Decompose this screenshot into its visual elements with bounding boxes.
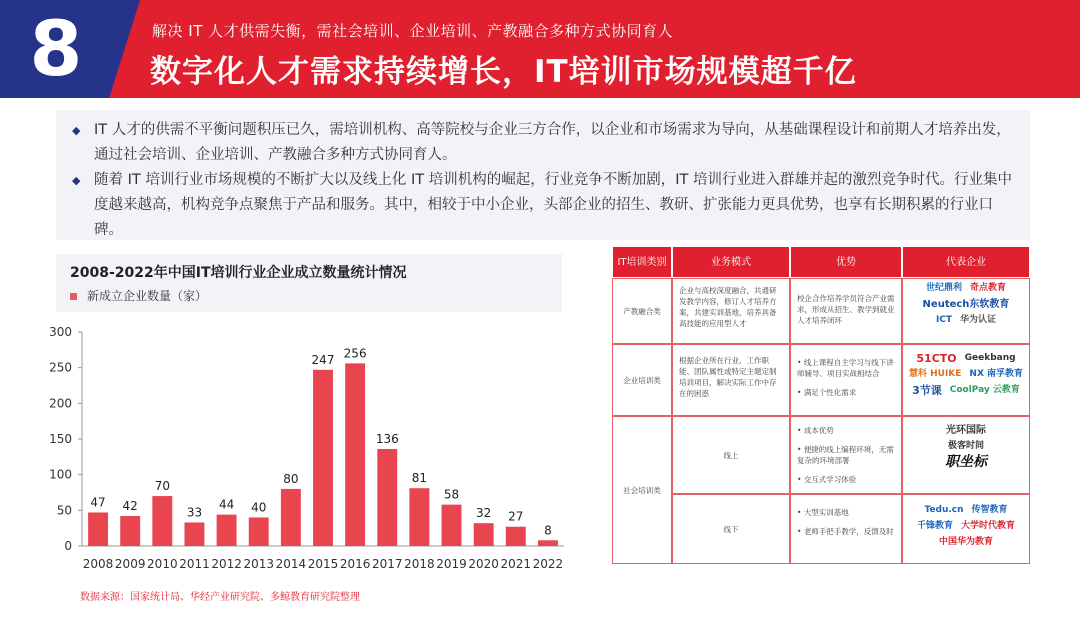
company-logo: CoolPay 云教育 [949, 385, 1020, 395]
x-tick-label: 2020 [468, 557, 499, 571]
bullet-item [72, 168, 1014, 243]
bar [249, 517, 269, 546]
x-tick-label: 2016 [339, 557, 371, 571]
company-logo: 奇点教育 [970, 283, 1007, 293]
bar-value-label: 27 [508, 509, 524, 524]
company-logo: 华为认证 [960, 315, 997, 325]
advantage-cell [790, 416, 902, 494]
y-tick-label: 150 [49, 432, 72, 446]
legend-swatch [70, 293, 77, 300]
y-tick-label: 0 [64, 539, 72, 553]
bullet-item [72, 118, 1014, 168]
y-tick-label: 100 [49, 467, 72, 482]
bar-value-label: 47 [90, 495, 106, 510]
company-logo: 世纪鼎利 [925, 283, 962, 293]
company-logo: 传智教育 [971, 505, 1008, 515]
company-logo: 千锋教育 [916, 521, 953, 531]
y-tick-label: 300 [49, 325, 72, 339]
x-tick-label: 2022 [532, 557, 564, 571]
bar [409, 488, 429, 546]
category-cell: 企业培训类 [612, 344, 672, 416]
logos-cell [902, 278, 1030, 344]
bar-value-label: 42 [122, 499, 138, 514]
bar [217, 515, 237, 546]
section-number: 8 [29, 4, 83, 93]
advantage-item: • 老师手把手教学，反馈及时 [797, 527, 894, 536]
data-source-note: 数据来源：国家统计局、华经产业研究院、多鲸教育研究院整理 [80, 592, 360, 603]
bar [120, 516, 140, 546]
advantage-cell [790, 344, 902, 416]
advantage-item: • 交互式学习体验 [797, 475, 857, 484]
bar-value-label: 136 [375, 431, 399, 446]
page-title: 数字化人才需求持续增长，IT培训市场规模超千亿 [150, 54, 857, 90]
legend-label: 新成立企业数量（家） [87, 289, 208, 303]
logos-cell [902, 416, 1030, 494]
bar [345, 363, 365, 546]
x-tick-label: 2015 [307, 557, 339, 571]
table-header-advantage: 优势 [790, 246, 902, 278]
x-tick-label: 2019 [436, 557, 467, 571]
logos-cell [902, 344, 1030, 416]
company-logo: 光环国际 [946, 425, 986, 436]
advantage-item: • 线上课程自主学习与线下讲师辅导、项目实战相结合 [797, 358, 894, 378]
advantage-item: • 便捷的线上编程环境，无需复杂的环境部署 [797, 445, 894, 465]
bar-value-label: 247 [311, 352, 335, 367]
advantage-cell [790, 494, 902, 564]
bar-value-label: 8 [544, 523, 552, 538]
mode-cell: 企业与高校深度融合，共通研发教学内容，修订人才培养方案，共建实训基地，培养具备高技能的应用型人才 [672, 278, 790, 344]
y-tick-label: 200 [49, 396, 72, 411]
bar-value-label: 70 [154, 479, 170, 494]
mode-cell: 根据企业所在行业、工作职能、团队属性或特定主题定制培训项目，解决实际工作中存在的困惑 [672, 344, 790, 416]
bar [185, 522, 205, 546]
company-logo: ICT [935, 315, 953, 325]
x-tick-label: 2011 [179, 557, 210, 571]
y-tick-label: 50 [56, 503, 72, 518]
company-logo: 职坐标 [945, 454, 987, 470]
table-header-mode: 业务模式 [672, 246, 790, 278]
bar [152, 496, 172, 546]
advantage-cell: 校企合作培养学员符合产业需求，形成从招生、教学到就业人才培养闭环 [790, 278, 902, 344]
x-tick-label: 2009 [114, 557, 146, 571]
company-logo: 中国华为教育 [938, 537, 993, 547]
header-banner [0, 0, 1080, 98]
table-header-companies: 代表企业 [902, 246, 1030, 278]
bar-value-label: 44 [218, 497, 235, 512]
bar-value-label: 40 [251, 500, 267, 515]
x-tick-label: 2008 [82, 557, 114, 571]
chart-title: 2008-2022年中国IT培训行业企业成立数量统计情况 [70, 265, 407, 281]
company-logo: 慧科 HUIKE [908, 369, 962, 379]
training-category-table [612, 246, 1030, 564]
offline-label-cell: 线下 [672, 494, 790, 564]
bar-value-label: 80 [283, 471, 299, 486]
diamond-bullet-icon: ◆ [72, 124, 81, 137]
category-cell: 产教融合类 [612, 278, 672, 344]
bullet-text: IT 人才的供需不平衡问题积压已久，需培训机构、高等院校与企业三方合作，以企业和市场需求为导向，从基础课程设计和前期人才培养出发，通过社会培训、企业培训、产教融合多种方式协同育人。 [94, 122, 1011, 163]
bar-chart [40, 318, 570, 580]
logos-cell [902, 494, 1030, 564]
company-logo: Neutech东软教育 [922, 299, 1010, 310]
online-label-cell: 线上 [672, 416, 790, 494]
company-logo: Geekbang [964, 353, 1016, 363]
x-tick-label: 2021 [500, 557, 532, 571]
bar [506, 527, 526, 546]
company-logo: 大学时代教育 [961, 521, 1016, 531]
chart-legend [70, 287, 207, 304]
bar-value-label: 58 [443, 487, 460, 502]
chart-header [56, 254, 562, 312]
x-tick-label: 2017 [371, 557, 403, 571]
bar-value-label: 81 [411, 471, 428, 486]
table-header-category: IT培训类别 [612, 246, 672, 278]
company-logo: 3节课 [912, 384, 942, 397]
company-logo: NX 南孚教育 [969, 369, 1024, 379]
advantage-item: • 大型实训基地 [797, 508, 849, 517]
diamond-bullet-icon: ◆ [72, 174, 81, 187]
advantage-item: • 满足个性化需求 [797, 388, 857, 397]
bar [442, 505, 462, 546]
x-tick-label: 2013 [243, 557, 275, 571]
bar [313, 370, 333, 546]
advantage-item: • 成本优势 [797, 426, 834, 435]
bullet-text: 随着 IT 培训行业市场规模的不断扩大以及线上化 IT 培训机构的崛起，行业竞争不断加剧，IT 培训行业进入群雄并起的激烈竞争时代。行业集中度越来越高，机构竞争点聚焦于产品和服务。其中，相较于中小企业，头部企业的招生、教研、扩张能力更具优势，也享有长期积累的行业口碑。 [94, 172, 1012, 238]
x-tick-label: 2010 [147, 557, 178, 571]
bar [281, 489, 301, 546]
bar-value-label: 32 [476, 506, 492, 521]
bar [88, 512, 108, 546]
company-logo: 极客时间 [947, 441, 984, 451]
bar [538, 540, 558, 546]
category-cell: 社会培训类 [612, 416, 672, 564]
bar [377, 449, 397, 546]
x-tick-label: 2018 [404, 557, 435, 571]
header-subtitle: 解决 IT 人才供需失衡，需社会培训、企业培训、产教融合多种方式协同育人 [152, 22, 674, 40]
bar-value-label: 256 [343, 346, 367, 361]
company-logo: 51CTO [916, 352, 957, 365]
x-tick-label: 2014 [275, 557, 307, 571]
y-tick-label: 250 [49, 360, 72, 375]
summary-box [56, 110, 1030, 240]
x-tick-label: 2012 [211, 557, 242, 571]
bar [474, 523, 494, 546]
bar-value-label: 33 [186, 505, 203, 520]
company-logo: Tedu.cn [924, 505, 964, 515]
